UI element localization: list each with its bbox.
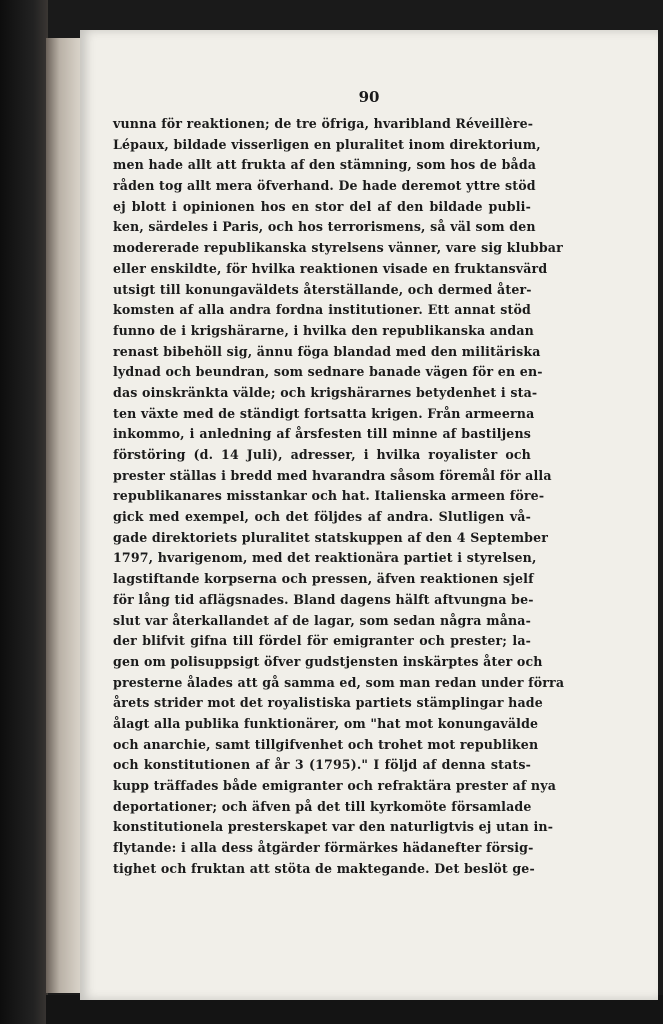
- text-line: för lång tid aflägsnades. Bland dagens hälft aftvungna be-: [113, 591, 534, 607]
- text-line: och konstitutionen af år 3 (1795)." I följd af denna stats-: [113, 757, 531, 773]
- text-line: ej blott i opinionen hos en stor del af den bildade publi-: [113, 198, 531, 214]
- text-line: årets strider mot det royalistiska partiets stämplingar hade: [113, 695, 543, 711]
- page-number: 90: [358, 88, 380, 106]
- text-line: modererade republikanska styrelsens vänner, vare sig klubbar: [113, 240, 563, 256]
- text-line: gick med exempel, och det följdes af andra. Slutligen vå-: [113, 509, 531, 525]
- scan-background-left: [0, 0, 48, 1024]
- text-line: förstöring (d. 14 Juli), adresser, i hvilka royalister och: [113, 447, 531, 462]
- text-line: deportationer; och äfven på det till kyrkomöte församlade: [113, 798, 532, 814]
- text-line: gen om polisuppsigt öfver gudstjensten inskärptes åter och: [113, 653, 543, 669]
- text-line: ten växte med de ständigt fortsatta krigen. Från armeerna: [113, 405, 535, 421]
- text-line: eller enskildte, för hvilka reaktionen visade en fruktansvärd: [113, 260, 548, 276]
- page-edge: [46, 38, 80, 993]
- text-line: funno de i krigshärarne, i hvilka den republikanska andan: [113, 322, 534, 338]
- text-line: das oinskränkta välde; och krigshärarnes betydenhet i sta-: [113, 384, 538, 400]
- text-line: renast bibehöll sig, ännu föga blandad med den militäriska: [113, 343, 541, 359]
- text-line: inkommo, i anledning af årsfesten till minne af bastiljens: [113, 426, 531, 442]
- text-line: konstitutionela presterskapet var den naturligtvis ej utan in-: [113, 819, 554, 835]
- text-line: men hade allt att frukta af den stämning, som hos de båda: [113, 157, 537, 173]
- text-line: och anarchie, samt tillgifvenhet och trohet mot republiken: [113, 736, 539, 752]
- text-line: slut var återkallandet af de lagar, som sedan några måna-: [113, 612, 531, 628]
- text-line: lagstiftande korpserna och pressen, äfven reaktionen sjelf: [113, 571, 534, 587]
- text-line: utsigt till konungaväldets återställande, och dermed åter-: [113, 281, 532, 297]
- body-text: [113, 114, 565, 879]
- text-line: ken, särdeles i Paris, och hos terrorismens, så väl som den: [113, 219, 536, 235]
- text-line: Lépaux, bildade visserligen en pluralitet inom direktorium,: [113, 136, 541, 152]
- text-line: kupp träffades både emigranter och refraktära prester af nya: [113, 778, 557, 793]
- text-line: tighet och fruktan att stöta de maktegande. Det beslöt ge-: [113, 860, 535, 876]
- text-line: lydnad och beundran, som sednare banade vägen för en en-: [113, 364, 543, 380]
- text-line: prester ställas i bredd med hvarandra såsom föremål för alla: [113, 467, 552, 483]
- text-line: 1797, hvarigenom, med det reaktionära partiet i styrelsen,: [113, 550, 537, 566]
- text-line: der blifvit gifna till fördel för emigranter och prester; la-: [113, 633, 531, 649]
- text-line: presterne ålades att gå samma ed, som man redan under förra: [113, 674, 565, 690]
- text-line: republikanares misstankar och hat. Italienska armeen före-: [113, 488, 545, 504]
- text-line: flytande: i alla dess åtgärder förmärkes hädanefter försig-: [113, 840, 534, 856]
- text-line: råden tog allt mera öfverhand. De hade deremot yttre stöd: [113, 178, 536, 194]
- text-line: gade direktoriets pluralitet statskuppen af den 4 September: [113, 529, 549, 545]
- text-line: komsten af alla andra fordna institutioner. Ett annat stöd: [113, 302, 531, 318]
- text-line: ålagt alla publika funktionärer, om "hat mot konungavälde: [113, 715, 539, 731]
- text-line: vunna för reaktionen; de tre öfriga, hvaribland Réveillère-: [113, 116, 534, 131]
